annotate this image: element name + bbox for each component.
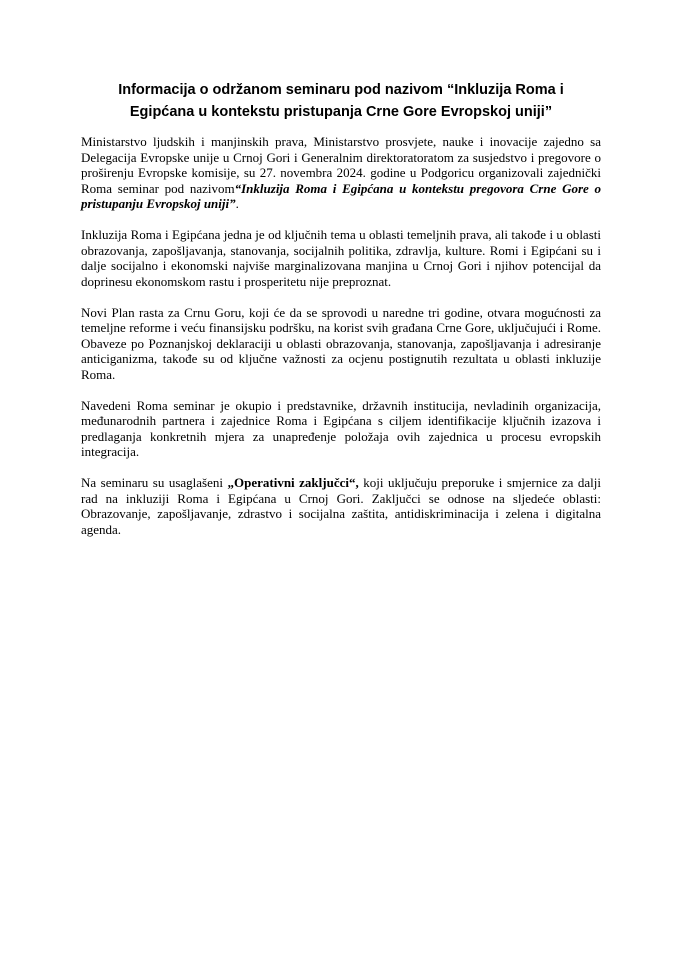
paragraph-growth-plan: Novi Plan rasta za Crnu Goru, koji će da se sprovodi u naredne tri godine, otvara mogućnosti za temeljne reforme i veću finansijsku podršku, na korist svih građana Crne Gore, uključujući i Rome. Obaveze po Poznanjskoj deklaraciji u oblasti obrazovanja, stanovanja, zapošljavanja i adresiranje anticiganizma, takođe su od ključne važnosti za ocjenu postignutih rezultata u oblasti inkluzije Roma. (81, 304, 601, 382)
paragraph-operative-conclusions-tail: koji uključuju preporuke i smjernice za dalji rad na inkluziji Roma i Egipćana u Crnoj Gori. Zaključci se odnose na sljedeće oblasti: Obrazovanje, zapošljavanje, zdrastvo i socijalna zaštita, antidiskriminacija i zelena i digitalna agenda. (81, 475, 601, 537)
paragraph-seminar-organizers (81, 134, 601, 212)
operative-conclusions-bold: „Operativni zaključci“, (227, 475, 359, 490)
paragraph-seminar-participants: Navedeni Roma seminar je okupio i predstavnike, državnih institucija, nevladinih organizacija, međunarodnih partnera i zajednice Roma i Egipćana s ciljem identifikacije ključnih izazova i predlaganja konkretnih mjera za unapređenje položaja ovih zajednica u procesu evropskih integracija. (81, 397, 601, 459)
paragraph-seminar-organizers-text: Ministarstvo ljudskih i manjinskih prava, Ministarstvo prosvjete, nauke i inovacije zajedno sa Delegacija Evropske unije u Crnoj Gori i Generalnim direktoratoratom za susjedstvo i pregovore o proširenju Evropske komisije, su 27. novembra 2024. godine u Podgoricu organizovali zajednički Roma seminar pod nazivom (81, 134, 601, 196)
document-title (81, 79, 601, 123)
document-title-line-1: Informacija o održanom seminaru pod nazivom “Inkluzija Roma i (118, 82, 564, 98)
seminar-name-emphasis: “Inkluzija Roma i Egipćana u kontekstu pregovora Crne Gore o pristupanju Evropskoj uniji” (81, 180, 601, 211)
paragraph-operative-conclusions (81, 475, 601, 537)
paragraph-seminar-organizers-period: . (235, 196, 239, 211)
paragraph-inclusion-context: Inkluzija Roma i Egipćana jedna je od ključnih tema u oblasti temeljnih prava, ali takođe i u oblasti obrazovanja, zapošljavanja, stanovanja, socijalnih politika, zdravlja, kulture. Romi i Egipćani su i dalje socijalno i ekonomski najviše marginalizovana manjina u Crnoj Gori i njihov potencijal da doprinesu ekonomskom rastu i prosperitetu nije preproznat. (81, 227, 601, 289)
paragraph-operative-conclusions-lead: Na seminaru su usaglašeni (81, 475, 228, 490)
document-title-line-2: Egipćana u kontekstu pristupanja Crne Gore Evropskoj uniji” (129, 104, 553, 120)
